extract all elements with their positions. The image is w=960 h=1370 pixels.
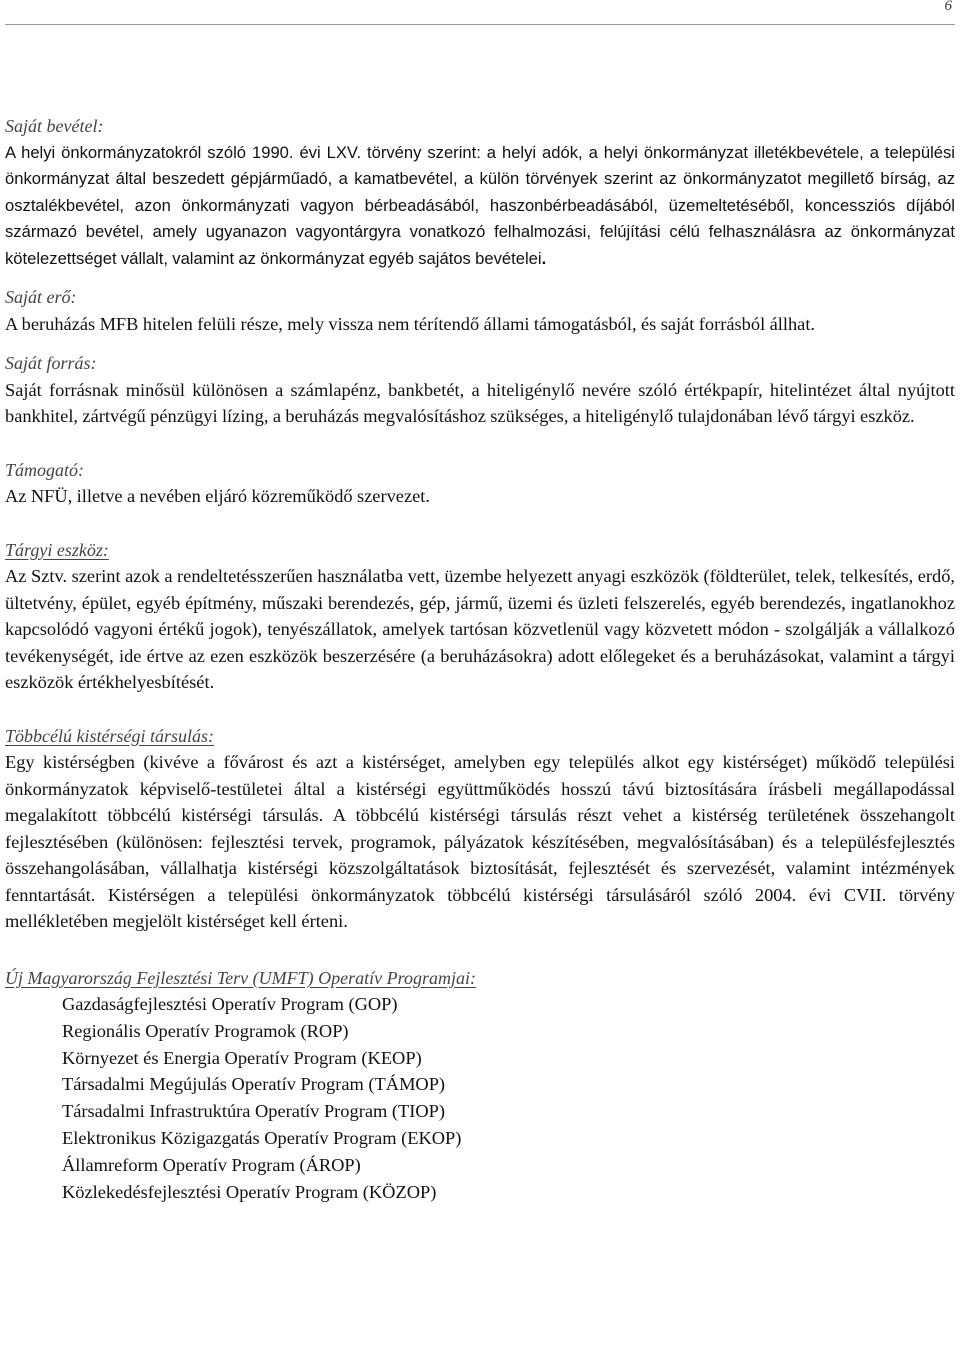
term-heading: Új Magyarország Fejlesztési Terv (UMFT) Operatív Programjai: xyxy=(5,967,476,988)
list-item: Elektronikus Közigazgatás Operatív Program (EKOP) xyxy=(62,1127,462,1148)
definition-text: Az NFÜ, illetve a nevében eljáró közreműködő szervezet. xyxy=(5,486,430,506)
term-heading: Többcélú kistérségi társulás: xyxy=(5,725,214,746)
term-heading: Saját erő: xyxy=(5,287,77,307)
list-item: Gazdaságfejlesztési Operatív Program (GOP) xyxy=(62,994,398,1014)
list-item: Társadalmi Megújulás Operatív Program (TÁMOP) xyxy=(62,1074,446,1095)
document-body xyxy=(5,113,955,1205)
list-item: Államreform Operatív Program (ÁROP) xyxy=(62,1154,361,1175)
term-heading: Saját bevétel: xyxy=(5,116,104,136)
definition-text: Egy kistérségben (kivéve a fővárost és azt a kistérséget, amelyben egy település alkot egy kistérséget) működő települési önkormányzatok képviselő-testületei által a kistérségi együttműködés hosszú távú biztosítására írásbeli megállapodással megalakított többcélú kistérségi társulás. A többcélú kistérségi társulás részt vehet a kistérség területének összehangolt fejlesztésében (különösen: fejlesztési tervek, programok, pályázatok készítésében, megvalósításában) és a településfejlesztés összehangolásában, vállalhatja kistérségi közszolgáltatások biztosítását, fejlesztését és szervezését, valamint intézmények fenntartását. Kistérségen a települési önkormányzatok többcélú kistérségi társulásáról szóló 2004. évi CVII. törvény mellékletében megjelölt kistérséget kell érteni. xyxy=(5,752,955,931)
definition-tamogato xyxy=(5,457,955,510)
definition-text: Az Sztv. szerint azok a rendeltetésszerűen használatba vett, üzembe helyezett anyagi eszközök (földterület, telek, telkesítés, erdő, ültetvény, épület, egyéb építmény, műszaki berendezés, gép, jármű, üzemi és üzleti felszerelés, egyéb berendezés, ingatlanokhoz kapcsolódó vagyoni értékű jogok), tenyészállatok, amelyek tartósan közvetlenül vagy közvetett módon - szolgálják a vállalkozó tevékenységét, ide értve az ezen eszközök beszerzésére (a beruházásokra) adott előlegeket és a beruházásokat, valamint a tárgyi eszközök értékhelyesbítését. xyxy=(5,566,955,692)
definition-sajat-ero xyxy=(5,284,955,337)
list-item: Környezet és Energia Operatív Program (KEOP) xyxy=(62,1047,422,1068)
list-item: Társadalmi Infrastruktúra Operatív Program (TIOP) xyxy=(62,1101,446,1122)
page-number: 6 xyxy=(944,0,952,14)
list-item: Közlekedésfejlesztési Operatív Program (KÖZOP) xyxy=(62,1181,437,1202)
definition-sajat-forras xyxy=(5,350,955,430)
definition-text: A beruházás MFB hitelen felüli része, mely vissza nem térítendő állami támogatásból, és saját forrásból állhat. xyxy=(5,313,816,334)
program-list xyxy=(5,991,955,1205)
term-heading: Támogató: xyxy=(5,459,85,480)
definition-text-main: A helyi önkormányzatokról szóló 1990. évi LXV. törvény szerint: a helyi adók, a helyi önkormányzat illetékbevétele, a települési önkormányzat által beszedett gépjárműadó, a kamatbevétel, a külön törvények szerint az önkormányzatot megillető bírság, az osztalékbevétel, azon önkormányzati vagyon bérbeadásából, haszonbérbeadásából, üzemeltetéséből, koncessziós díjából származó bevétel, amely ugyanazon vagyontárgyra vonatkozó felhalmozási, felújítási célú felhasználásra az önkormányzat kötelezettséget vállalt, valamint az önkormányzat egyéb sajátos bevételei xyxy=(5,142,955,268)
term-heading: Saját forrás: xyxy=(5,353,97,373)
definition-text: Saját forrásnak minősül különösen a számlapénz, bankbetét, a hiteligénylő nevére szóló értékpapír, hitelintézet által nyújtott bankhitel, zártvégű pénzügyi lízing, a beruházás megvalósításhoz szükséges, a hiteligénylő tulajdonában lévő tárgyi eszköz. xyxy=(5,379,955,426)
definition-targyi-eszkoz xyxy=(5,537,955,696)
header-rule xyxy=(5,24,955,25)
list-item: Regionális Operatív Programok (ROP) xyxy=(62,1020,349,1041)
term-heading: Tárgyi eszköz: xyxy=(5,539,109,560)
definition-tobbcelu xyxy=(5,723,955,935)
definition-period: . xyxy=(541,248,547,268)
definition-sajat-bevetel xyxy=(5,113,955,272)
definition-text xyxy=(5,140,955,273)
definition-umft xyxy=(5,965,955,1206)
